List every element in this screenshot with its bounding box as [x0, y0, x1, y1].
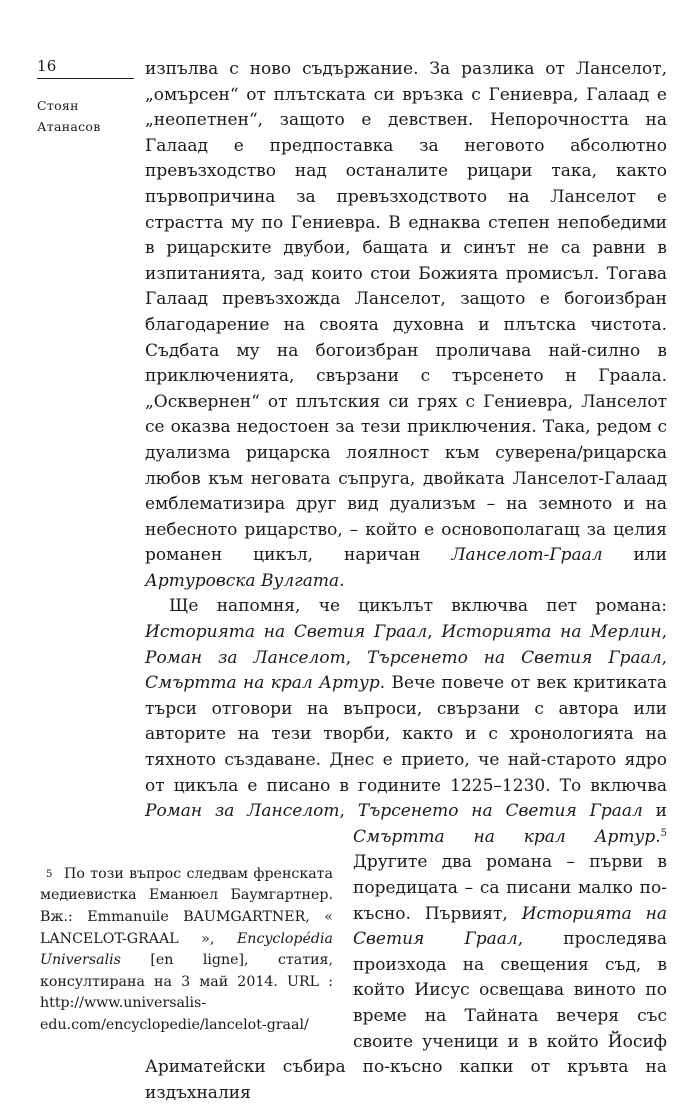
- footnote-encyclopedia-title: Encyclopédia Universalis: [40, 930, 333, 969]
- paragraph-1-join: или: [602, 545, 667, 566]
- separator: ,: [427, 622, 442, 643]
- author-last-name: Атанасов: [37, 119, 101, 134]
- footnote-reference[interactable]: 5: [660, 827, 667, 839]
- paragraph-2-text-a: Ще напомня, че цикълът включва пет романа:: [169, 596, 667, 617]
- page-number-rule: [37, 78, 134, 79]
- title-history-holy-grail: Историята на Светия Граал: [145, 622, 428, 643]
- footnote: [0, 864, 333, 1037]
- period: .: [655, 826, 661, 847]
- separator: ,: [661, 622, 667, 643]
- conjunction: и: [642, 801, 668, 822]
- separator: ,: [345, 647, 368, 668]
- separator: ,: [339, 801, 358, 822]
- paragraph-2: [40, 594, 668, 1106]
- separator: ,: [661, 647, 667, 668]
- footnote-text-b: [en ligne], статия, консултирана на 3 май 2014. URL : http://www.universalis-edu.com/encyclopedie/lancelot-graal/: [40, 952, 333, 1033]
- title-lancelot-graal: Ланселот-Граал: [451, 545, 603, 566]
- paragraph-2-text-c: Другите два романа – първи в поредицата – са писани малко по-късно. Първият,: [353, 852, 667, 924]
- page-number: 16: [37, 57, 57, 75]
- paragraph-1-end: .: [339, 570, 345, 591]
- paragraph-2-text-b: . Вече повече от век критиката търси отговори на въпроси, свързани с автора или авторите на тези творби, както и с хронологията на тяхното създаване. Днес е прието, че най-старото ядро от цикъла е писано в годините 1225–1230. То включва: [145, 673, 667, 796]
- title-death-king-arthur: Смъртта на крал Артур: [353, 826, 656, 847]
- title-history-merlin: Историята на Мерлин: [441, 622, 662, 643]
- title-lancelot-romance: Роман за Ланселот: [145, 801, 340, 822]
- paragraph-2-text-d: , проследява произхода на свещения съд, в който Иисус освещава виното по време на Тайната вечеря със своите ученици и в който Йосиф Ариматейски събира по-късно капки от кръвта на издъхналия: [145, 929, 667, 1103]
- title-history-holy-grail: Историята на Светия Граал: [353, 903, 668, 950]
- footnote-text-a: По този въпрос следвам френската медиевистка Еманюел Баумгартнер. Вж.: Emmanuile BAUMGARTNER, « LANCELOT-GRAAL »,: [40, 865, 333, 947]
- paragraph-1: [145, 57, 667, 594]
- title-lancelot-romance: Роман за Ланселот: [145, 647, 346, 668]
- title-arthurian-vulgate: Артуровска Вулгата: [145, 570, 340, 591]
- footnote-mark: 5: [46, 868, 53, 880]
- title-quest-holy-grail: Търсенето на Светия Граал: [367, 647, 662, 668]
- title-death-king-arthur: Смъртта на крал Артур: [145, 673, 380, 694]
- title-quest-holy-grail: Търсенето на Светия Граал: [357, 801, 643, 822]
- running-author: [37, 95, 101, 137]
- author-first-name: Стоян: [37, 98, 79, 113]
- paragraph-1-text: изпълва с ново съдържание. За разлика от Ланселот, „омърсен“ от плътската си връзка с Гениевра, Галаад е „неопетнен“, защото е девствен. Непорочността на Галаад е предпоставка за неговото абсолютно превъзходство над останалите рицари така, както първопричина за превъзходството на Ланселот е страстта му по Гениевра. В еднаква степен непобедими в рицарските двубои, бащата и синът не са равни в изпитанията, зад които стои Божията промисъл. Тогава Галаад превъзхожда Ланселот, защото е богоизбран благодарение на своята духовна и плътска чистота. Съдбата му на богоизбран проличава най-силно в приключенията, свързани с търсенето н Граала. „Осквернен“ от плътския си грях с Гениевра, Ланселот се оказва недостоен за тези приключения. Така, редом с дуализма рицарска лоялност към суверена/рицарска любов към неговата съпруга, двойката Ланселот-Галаад емблематизира друг вид дуализъм – на земното и на небесното рицарство, – който е основополагащ за целия романен цикъл, наричан: [145, 59, 667, 566]
